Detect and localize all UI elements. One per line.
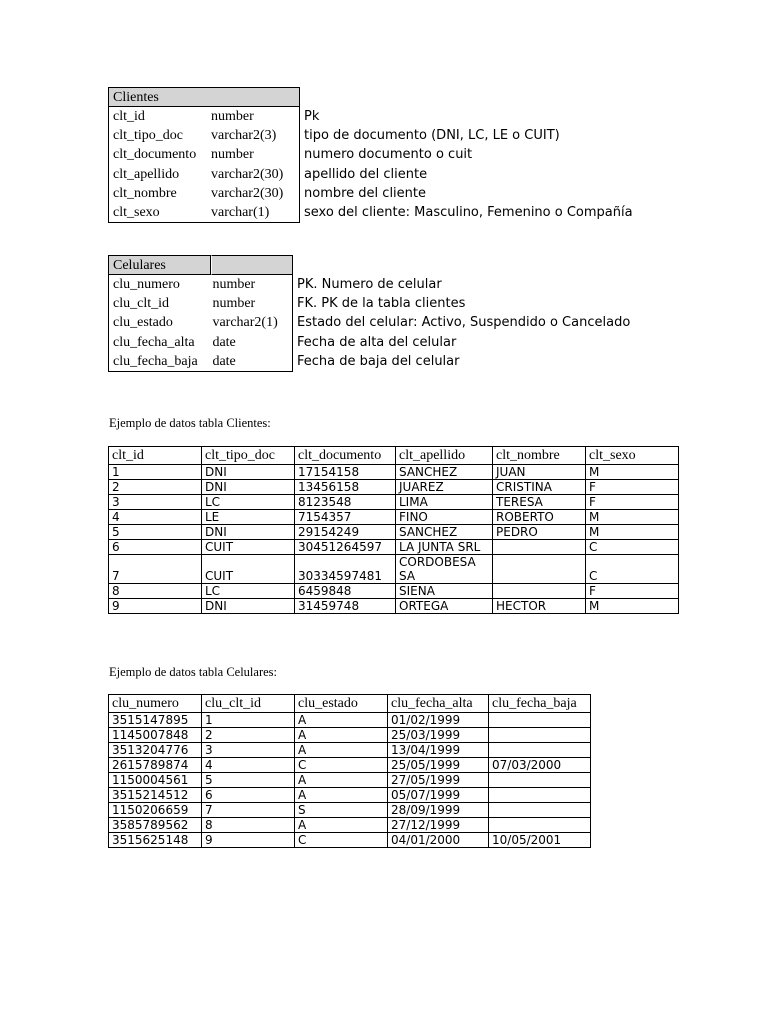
table-cell: 3585789562 [109, 818, 202, 833]
table-cell: 1150004561 [109, 773, 202, 788]
table-cell: DNI [202, 465, 295, 480]
table-cell: 3515147895 [109, 713, 202, 728]
table-cell: 3 [109, 495, 202, 510]
table-cell: DNI [202, 480, 295, 495]
table-row [109, 480, 679, 495]
table-cell: A [295, 818, 388, 833]
table-row [109, 599, 679, 614]
schema-field-row [109, 333, 292, 352]
celulares-schema-header-blank [211, 255, 293, 275]
clientes-schema-table [108, 87, 633, 223]
table-cell [489, 728, 591, 743]
table-cell: CORDOBESA SA [396, 555, 493, 584]
column-header: clt_tipo_doc [202, 447, 295, 465]
field-description: FK. PK de la tabla clientes [297, 296, 466, 312]
table-cell: C [295, 833, 388, 848]
table-cell: 05/07/1999 [388, 788, 489, 803]
table-cell: A [295, 743, 388, 758]
table-cell: DNI [202, 599, 295, 614]
table-cell: 04/01/2000 [388, 833, 489, 848]
table-cell: 3513204776 [109, 743, 202, 758]
table-cell: 7154357 [295, 510, 396, 525]
table-cell: LC [202, 495, 295, 510]
clientes-schema-header [108, 87, 300, 107]
field-type: number [211, 109, 254, 124]
table-cell: 9 [109, 599, 202, 614]
table-cell [489, 818, 591, 833]
table-cell: SIENA [396, 584, 493, 599]
clientes-schema-body [108, 107, 633, 223]
table-cell [489, 788, 591, 803]
table-cell: JUAN [493, 465, 586, 480]
table-cell: 30334597481 [295, 555, 396, 584]
table-cell: 1 [109, 465, 202, 480]
field-type: varchar(1) [211, 204, 270, 220]
table-cell: FINO [396, 510, 493, 525]
field-name: clu_numero [113, 277, 180, 292]
celulares-example-table [108, 694, 591, 848]
field-type: varchar2(30) [211, 185, 284, 201]
table-cell: 17154158 [295, 465, 396, 480]
column-header: clt_documento [295, 447, 396, 465]
table-cell: 5 [202, 773, 295, 788]
table-row [109, 803, 591, 818]
table-row [109, 788, 591, 803]
table-cell: 2 [109, 480, 202, 495]
table-cell: 7 [202, 803, 295, 818]
table-cell: 7 [109, 555, 202, 584]
celulares-schema-body [108, 275, 631, 372]
table-cell: A [295, 773, 388, 788]
column-header: clu_numero [109, 695, 202, 713]
field-description: Fecha de alta del celular [297, 334, 457, 350]
table-cell: CUIT [202, 540, 295, 555]
field-description: numero documento o cuit [304, 147, 473, 163]
field-name: clu_fecha_alta [113, 334, 195, 350]
table-cell: 6 [109, 540, 202, 555]
schema-field-row [109, 275, 292, 294]
table-cell: M [586, 599, 679, 614]
table-cell: 07/03/2000 [489, 758, 591, 773]
table-cell: 3515625148 [109, 833, 202, 848]
table-cell: 25/05/1999 [388, 758, 489, 773]
table-cell: 30451264597 [295, 540, 396, 555]
field-type: date [212, 334, 236, 350]
table-row [109, 743, 591, 758]
table-cell: DNI [202, 525, 295, 540]
table-cell: M [586, 465, 679, 480]
table-row [109, 465, 679, 480]
celulares-example-caption: Ejemplo de datos tabla Celulares: [109, 665, 278, 679]
field-type: number [211, 147, 254, 163]
field-description: Pk [304, 109, 320, 124]
field-name: clu_fecha_baja [113, 353, 198, 369]
column-header: clt_id [109, 447, 202, 465]
celulares-schema-table [108, 255, 631, 372]
field-type: date [212, 353, 236, 369]
table-row [109, 540, 679, 555]
clientes-example-table [108, 446, 679, 614]
column-header: clt_nombre [493, 447, 586, 465]
table-row [109, 728, 591, 743]
clientes-example-caption: Ejemplo de datos tabla Clientes: [109, 416, 271, 430]
table-cell: C [586, 540, 679, 555]
field-type: varchar2(1) [212, 315, 278, 331]
field-description: nombre del cliente [304, 185, 426, 201]
schema-field-row [109, 203, 299, 222]
schema-field-row [109, 294, 292, 313]
field-description: Estado del celular: Activo, Suspendido o Cancelado [297, 315, 631, 331]
table-cell: A [295, 788, 388, 803]
field-description: apellido del cliente [304, 166, 428, 182]
column-header: clu_fecha_baja [489, 695, 591, 713]
table-cell: HECTOR [493, 599, 586, 614]
table-cell: C [295, 758, 388, 773]
table-cell: JUAREZ [396, 480, 493, 495]
table-cell: M [586, 510, 679, 525]
table-cell [493, 555, 586, 584]
table-cell: 4 [109, 510, 202, 525]
field-type: number [212, 277, 256, 292]
table-cell: 3515214512 [109, 788, 202, 803]
table-cell [493, 540, 586, 555]
table-cell: 8 [202, 818, 295, 833]
table-cell: 27/12/1999 [388, 818, 489, 833]
table-cell: ORTEGA [396, 599, 493, 614]
table-cell: SANCHEZ [396, 525, 493, 540]
table-row [109, 584, 679, 599]
field-name: clt_sexo [113, 204, 160, 220]
table-cell: 28/09/1999 [388, 803, 489, 818]
table-cell: 27/05/1999 [388, 773, 489, 788]
table-cell: 4 [202, 758, 295, 773]
table-cell: ROBERTO [493, 510, 586, 525]
celulares-schema-title: Celulares [108, 255, 211, 275]
table-row [109, 758, 591, 773]
table-cell: C [586, 555, 679, 584]
schema-field-row [109, 165, 299, 184]
table-cell: 1 [202, 713, 295, 728]
field-name: clt_id [113, 109, 145, 124]
table-cell: LIMA [396, 495, 493, 510]
table-row [109, 713, 591, 728]
table-cell: 1150206659 [109, 803, 202, 818]
table-cell [489, 773, 591, 788]
table-cell [493, 584, 586, 599]
table-cell: 25/03/1999 [388, 728, 489, 743]
table-cell: 31459748 [295, 599, 396, 614]
table-cell: 9 [202, 833, 295, 848]
field-name: clt_nombre [113, 185, 177, 201]
table-cell: TERESA [493, 495, 586, 510]
celulares-schema-header [108, 255, 293, 275]
table-cell: LC [202, 584, 295, 599]
table-row [109, 525, 679, 540]
table-cell: 29154249 [295, 525, 396, 540]
field-name: clu_clt_id [113, 296, 169, 312]
table-cell: F [586, 584, 679, 599]
column-header: clt_sexo [586, 447, 679, 465]
field-description: Fecha de baja del celular [297, 353, 460, 369]
table-cell: A [295, 713, 388, 728]
field-name: clu_estado [113, 315, 173, 331]
table-cell: F [586, 495, 679, 510]
table-cell: LE [202, 510, 295, 525]
table-row [109, 510, 679, 525]
table-cell: 6 [202, 788, 295, 803]
field-type: varchar2(30) [211, 166, 284, 182]
celulares-example-header-row [109, 695, 591, 713]
clientes-example-header-row [109, 447, 679, 465]
schema-field-row [109, 313, 292, 332]
field-name: clt_documento [113, 147, 197, 163]
table-row [109, 773, 591, 788]
table-cell: SANCHEZ [396, 465, 493, 480]
field-type: number [212, 296, 256, 312]
table-cell: 3 [202, 743, 295, 758]
table-cell: 1145007848 [109, 728, 202, 743]
field-description: tipo de documento (DNI, LC, LE o CUIT) [304, 128, 560, 144]
column-header: clt_apellido [396, 447, 493, 465]
table-cell: 13/04/1999 [388, 743, 489, 758]
field-description: sexo del cliente: Masculino, Femenino o Compañía [304, 205, 633, 220]
table-cell: CUIT [202, 555, 295, 584]
schema-field-row [109, 352, 292, 371]
table-row [109, 555, 679, 584]
column-header: clu_fecha_alta [388, 695, 489, 713]
table-cell: 2 [202, 728, 295, 743]
schema-field-row [109, 126, 299, 145]
table-cell: 5 [109, 525, 202, 540]
field-name: clt_tipo_doc [113, 128, 183, 144]
table-cell: 6459848 [295, 584, 396, 599]
table-row [109, 495, 679, 510]
table-row [109, 818, 591, 833]
field-type: varchar2(3) [211, 128, 277, 144]
schema-field-row [109, 145, 299, 164]
table-cell: 01/02/1999 [388, 713, 489, 728]
schema-field-row [109, 107, 299, 126]
clientes-schema-title: Clientes [108, 87, 300, 107]
table-cell: PEDRO [493, 525, 586, 540]
table-cell: 8 [109, 584, 202, 599]
field-name: clt_apellido [113, 166, 180, 182]
table-cell: 13456158 [295, 480, 396, 495]
table-cell: M [586, 525, 679, 540]
field-description: PK. Numero de celular [297, 277, 442, 292]
table-cell: A [295, 728, 388, 743]
table-cell: LA JUNTA SRL [396, 540, 493, 555]
column-header: clu_estado [295, 695, 388, 713]
schema-field-row [109, 184, 299, 203]
column-header: clu_clt_id [202, 695, 295, 713]
table-cell: 2615789874 [109, 758, 202, 773]
table-cell: S [295, 803, 388, 818]
table-cell [489, 743, 591, 758]
table-cell: F [586, 480, 679, 495]
table-cell [489, 803, 591, 818]
table-cell: 8123548 [295, 495, 396, 510]
table-row [109, 833, 591, 848]
table-cell: CRISTINA [493, 480, 586, 495]
table-cell: 10/05/2001 [489, 833, 591, 848]
table-cell [489, 713, 591, 728]
